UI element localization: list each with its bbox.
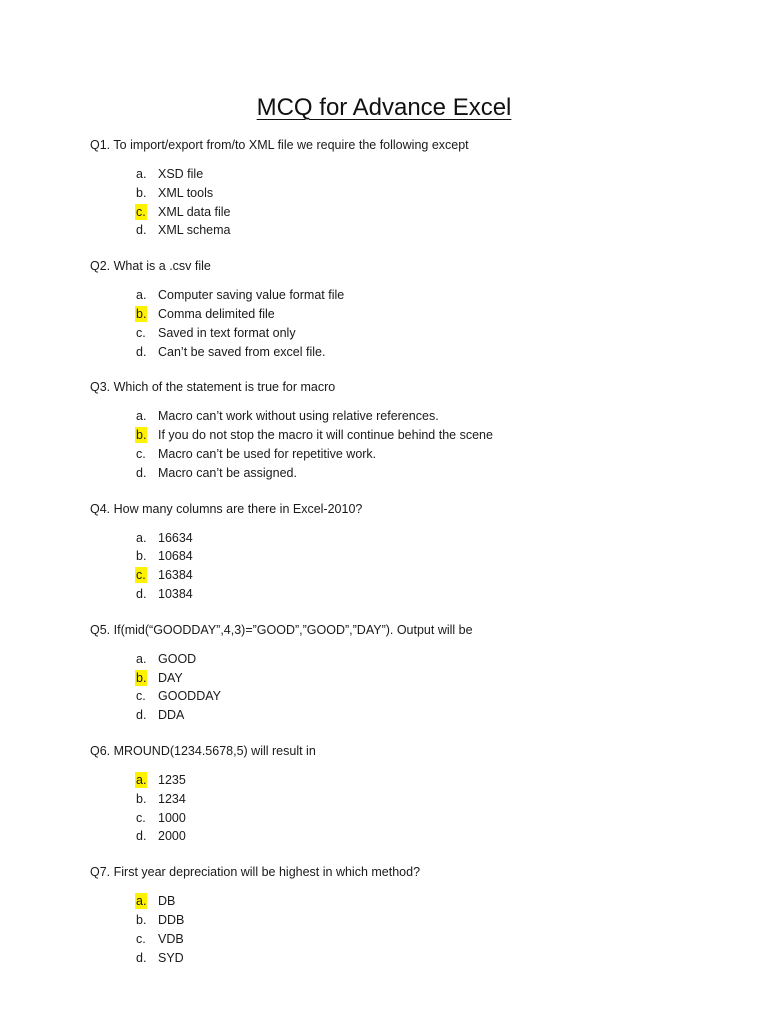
option-list: [90, 892, 730, 967]
option-letter: c.: [136, 325, 146, 340]
option-text: VDB: [158, 931, 184, 946]
option-letter: b.: [136, 912, 147, 927]
option-text: 10384: [158, 586, 193, 601]
correct-answer-letter: b.: [136, 306, 147, 321]
option-list: [90, 529, 730, 604]
option-letter: d.: [136, 344, 147, 359]
option-letter: b.: [136, 549, 147, 564]
question-block: [90, 863, 730, 967]
correct-answer-letter: a.: [136, 772, 147, 787]
option-list: [90, 165, 730, 240]
option-text: XML tools: [158, 185, 214, 200]
option-item: [90, 827, 730, 846]
option-item: [90, 809, 730, 828]
option-text: DB: [158, 894, 176, 909]
option-text: 10684: [158, 549, 193, 564]
option-text: Comma delimited file: [158, 306, 275, 321]
option-text: Saved in text format only: [158, 325, 296, 340]
option-letter: c.: [136, 446, 146, 461]
option-item: [90, 464, 730, 483]
option-letter: d.: [136, 708, 147, 723]
option-item: [90, 585, 730, 604]
option-text: DAY: [158, 670, 183, 685]
option-item: [90, 930, 730, 949]
option-text: SYD: [158, 950, 184, 965]
question-block: [90, 621, 730, 725]
option-item: [90, 892, 730, 911]
option-text: GOODDAY: [158, 689, 221, 704]
option-letter: b.: [136, 185, 147, 200]
option-list: [90, 771, 730, 846]
option-item: [90, 445, 730, 464]
page-title-text: MCQ for Advance Excel: [256, 94, 512, 121]
option-text: 1234: [158, 791, 186, 806]
option-item: [90, 706, 730, 725]
option-item: [90, 407, 730, 426]
question-block: [90, 378, 730, 482]
option-text: Macro can’t be used for repetitive work.: [158, 446, 377, 461]
option-item: [90, 687, 730, 706]
option-letter: d.: [136, 950, 147, 965]
option-letter: c.: [136, 931, 146, 946]
question-block: [90, 257, 730, 361]
option-text: DDA: [158, 708, 185, 723]
option-item: [90, 529, 730, 548]
option-letter: c.: [136, 689, 146, 704]
option-text: 1235: [158, 772, 186, 787]
question-block: [90, 136, 730, 240]
option-text: XML schema: [158, 223, 231, 238]
option-item: [90, 165, 730, 184]
option-item: [90, 305, 730, 324]
question-list: [90, 136, 730, 984]
question-text: Q7. First year depreciation will be highest in which method?: [90, 865, 421, 880]
option-item: [90, 426, 730, 445]
option-item: [90, 343, 730, 362]
option-letter: c.: [136, 810, 146, 825]
option-text: Macro can’t be assigned.: [158, 465, 297, 480]
option-text: Macro can’t work without using relative references.: [158, 409, 439, 424]
option-list: [90, 650, 730, 725]
option-item: [90, 771, 730, 790]
option-text: XML data file: [158, 204, 231, 219]
question-text: Q2. What is a .csv file: [90, 259, 211, 274]
option-letter: a.: [136, 167, 147, 181]
option-item: [90, 184, 730, 203]
option-text: 1000: [158, 810, 186, 825]
option-list: [90, 407, 730, 482]
option-item: [90, 669, 730, 688]
correct-answer-letter: b.: [136, 428, 147, 443]
option-item: [90, 221, 730, 240]
option-text: 16384: [158, 568, 193, 583]
option-letter: a.: [136, 409, 147, 424]
option-item: [90, 203, 730, 222]
correct-answer-letter: b.: [136, 670, 147, 685]
option-letter: a.: [136, 288, 147, 303]
option-item: [90, 286, 730, 305]
option-item: [90, 790, 730, 809]
correct-answer-letter: a.: [136, 894, 147, 909]
question-block: [90, 500, 730, 604]
option-letter: a.: [136, 651, 147, 666]
question-text: Q6. MROUND(1234.5678,5) will result in: [90, 743, 316, 758]
option-letter: d.: [136, 586, 147, 601]
option-item: [90, 650, 730, 669]
option-letter: b.: [136, 791, 147, 806]
option-item: [90, 547, 730, 566]
option-item: [90, 911, 730, 930]
question-text: Q4. How many columns are there in Excel-2010?: [90, 501, 363, 516]
option-item: [90, 324, 730, 343]
question-text: Q3. Which of the statement is true for macro: [90, 380, 336, 395]
option-text: XSD file: [158, 167, 204, 181]
option-text: Computer saving value format file: [158, 288, 345, 303]
correct-answer-letter: c.: [136, 568, 146, 583]
option-letter: d.: [136, 223, 147, 238]
option-text: DDB: [158, 912, 185, 927]
option-list: [90, 286, 730, 361]
option-text: GOOD: [158, 651, 197, 666]
question-text: Q1. To import/export from/to XML file we require the following except: [90, 138, 469, 152]
question-block: [90, 742, 730, 846]
option-letter: a.: [136, 530, 147, 545]
option-item: [90, 566, 730, 585]
option-letter: d.: [136, 829, 147, 844]
question-text: Q5. If(mid(“GOODDAY”,4,3)=”GOOD”,”GOOD”,”DAY”). Output will be: [90, 622, 473, 637]
option-item: [90, 949, 730, 968]
page-title: [0, 92, 768, 124]
option-text: 2000: [158, 829, 186, 844]
option-text: Can’t be saved from excel file.: [158, 344, 326, 359]
option-letter: d.: [136, 465, 147, 480]
option-text: If you do not stop the macro it will continue behind the scene: [158, 428, 493, 443]
option-text: 16634: [158, 530, 193, 545]
correct-answer-letter: c.: [136, 204, 146, 219]
